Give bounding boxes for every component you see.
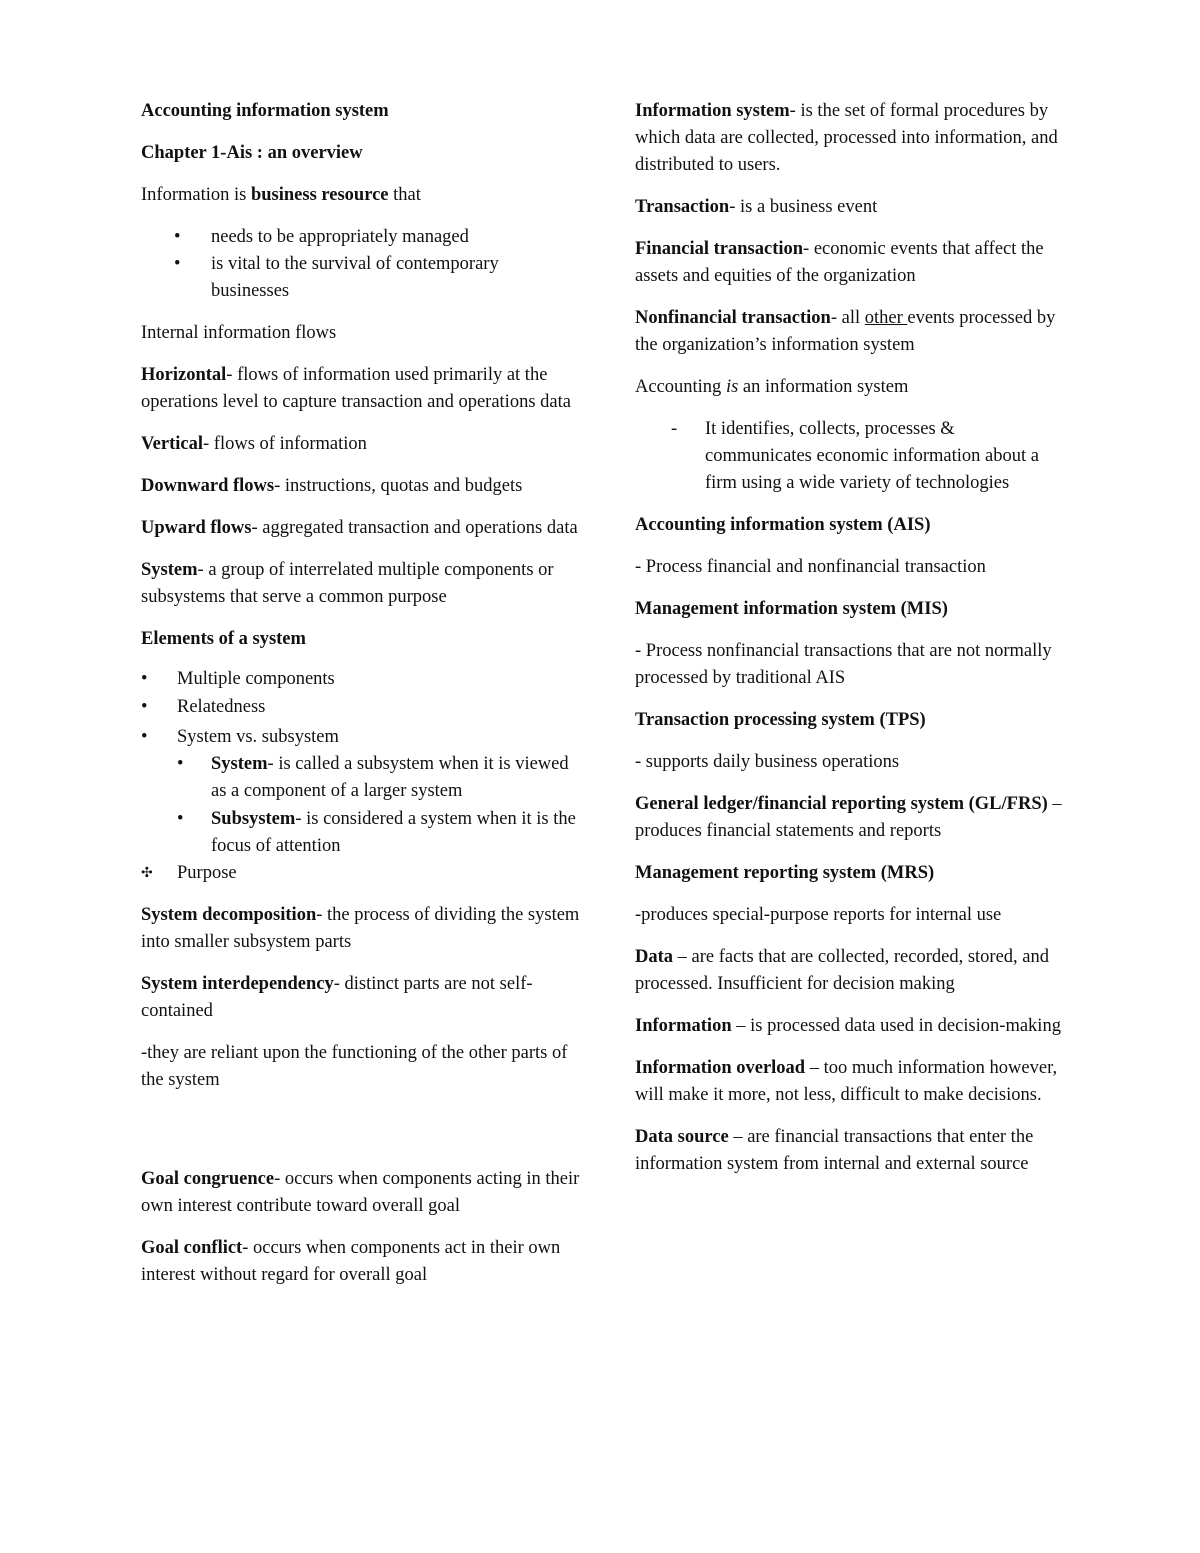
definition-system: System- a group of interrelated multiple components or subsystems that serve a common purpose [141, 560, 554, 607]
ais-heading: Accounting information system (AIS) [635, 515, 931, 535]
accounting-is-heading: Accounting is an information system [635, 377, 909, 397]
list-item: ✣ Purpose [141, 860, 581, 887]
definition-data-source: Data source – are financial transactions that enter the information system from internal and external source [635, 1127, 1034, 1174]
definition-gl-frs: General ledger/financial reporting system (GL/FRS) – produces financial statements and reports [635, 794, 1062, 841]
definition-system-interdependency: System interdependency- distinct parts are not self-contained [141, 974, 533, 1021]
reliant-note: -they are reliant upon the functioning of the other parts of the system [141, 1043, 568, 1090]
definition-system-decomposition: System decomposition- the process of dividing the system into smaller subsystem parts [141, 905, 580, 952]
bullet-icon: • [141, 697, 148, 717]
list-item: • is vital to the survival of contemporary businesses [141, 251, 581, 305]
mrs-heading: Management reporting system (MRS) [635, 863, 935, 883]
mis-description: - Process nonfinancial transactions that are not normally processed by traditional AIS [635, 641, 1052, 688]
definition-information-overload: Information overload – too much information however, will make it more, not less, difficult to make decisions. [635, 1058, 1058, 1105]
list-item: • Multiple components [141, 666, 581, 693]
definition-information-system: Information system- is the set of formal procedures by which data are collected, processed into information, and distributed to users. [635, 101, 1058, 175]
definition-goal-conflict: Goal conflict- occurs when components act in their own interest without regard for overall goal [141, 1238, 561, 1285]
definition-information: Information – is processed data used in decision-making [635, 1016, 1061, 1036]
intro-bullet-list [141, 224, 581, 305]
sub-elements-list [141, 751, 581, 860]
definition-transaction: Transaction- is a business event [635, 197, 878, 217]
ais-description: - Process financial and nonfinancial transaction [635, 557, 986, 577]
bullet-icon: • [174, 254, 181, 274]
bullet-icon: • [177, 754, 184, 774]
definition-financial-transaction: Financial transaction- economic events that affect the assets and equities of the organization [635, 239, 1044, 286]
internal-flows-heading: Internal information flows [141, 323, 337, 343]
blank-spacer [141, 1109, 581, 1166]
definition-goal-congruence: Goal congruence- occurs when components acting in their own interest contribute toward overall goal [141, 1169, 580, 1216]
list-item: • System vs. subsystem • System- is called a subsystem when it is viewed as a component of a larger system • Subsystem- is considered a system when it is the focus of attention [141, 724, 581, 860]
accounting-points-list [635, 416, 1065, 497]
list-item: • Subsystem- is considered a system when it is the focus of attention [141, 806, 581, 860]
definition-vertical: Vertical- flows of information [141, 434, 367, 454]
elements-list [141, 666, 581, 887]
list-item: • System- is called a subsystem when it is viewed as a component of a larger system [141, 751, 581, 805]
left-column [141, 98, 581, 1304]
mis-heading: Management information system (MIS) [635, 599, 948, 619]
bullet-icon: • [174, 227, 181, 247]
bullet-icon: • [177, 809, 184, 829]
list-item: • needs to be appropriately managed [141, 224, 581, 251]
chapter-heading: Chapter 1-Ais : an overview [141, 143, 363, 163]
document-title: Accounting information system [141, 101, 389, 121]
definition-data: Data – are facts that are collected, recorded, stored, and processed. Insufficient for decision making [635, 947, 1050, 994]
right-column [635, 98, 1065, 1193]
dash-bullet-icon: - [671, 419, 678, 439]
list-item: - It identifies, collects, processes & communicates economic information about a firm using a wide variety of technologies [635, 416, 1065, 497]
list-item: • Relatedness [141, 694, 581, 721]
intro-paragraph: Information is business resource that [141, 185, 421, 205]
definition-horizontal: Horizontal- flows of information used primarily at the operations level to capture transaction and operations data [141, 365, 571, 412]
tps-description: - supports daily business operations [635, 752, 900, 772]
definition-upward-flows: Upward flows- aggregated transaction and operations data [141, 518, 578, 538]
definition-nonfinancial-transaction: Nonfinancial transaction- all other events processed by the organization’s information system [635, 308, 1056, 355]
definition-downward-flows: Downward flows- instructions, quotas and budgets [141, 476, 523, 496]
elements-heading: Elements of a system [141, 629, 306, 649]
four-diamond-bullet-icon: ✣ [141, 866, 153, 881]
bullet-icon: • [141, 669, 148, 689]
bullet-icon: • [141, 727, 148, 747]
tps-heading: Transaction processing system (TPS) [635, 710, 926, 730]
mrs-description: -produces special-purpose reports for internal use [635, 905, 1002, 925]
